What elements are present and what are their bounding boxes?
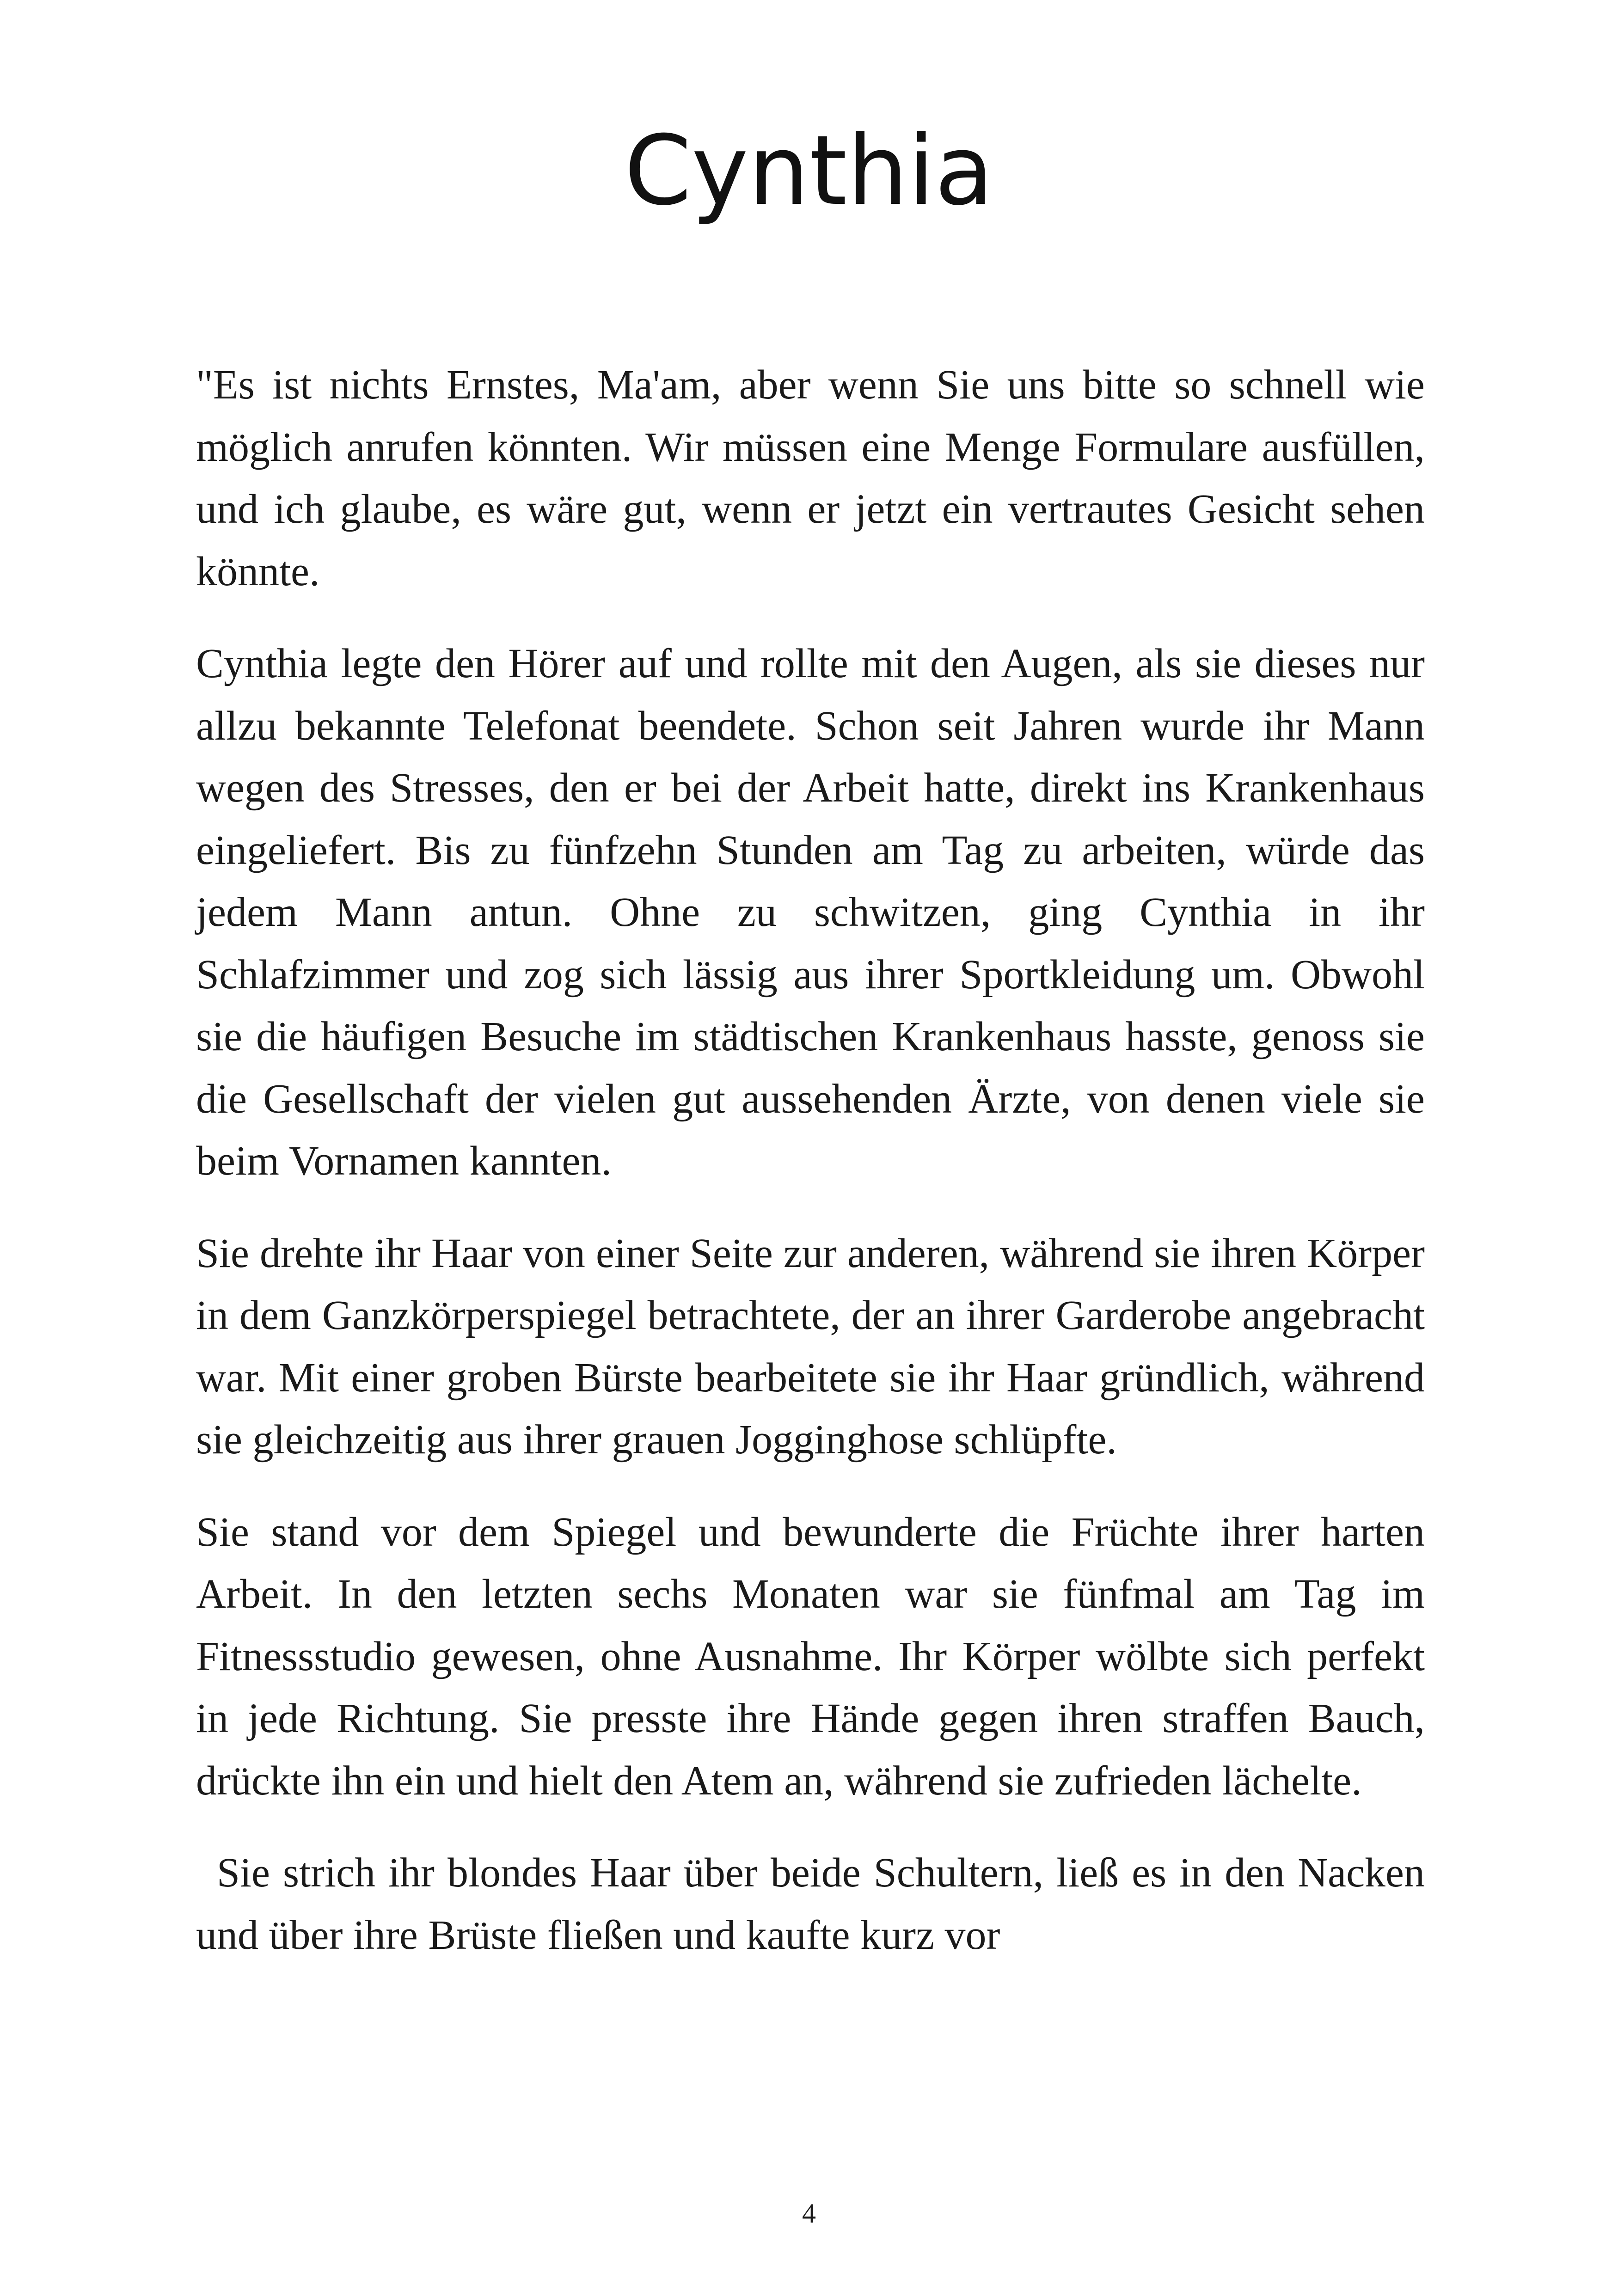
paragraph: Sie stand vor dem Spiegel und bewunderte die Früchte ihrer harten Arbeit. In den letzten sechs Monaten war sie fünfmal am Tag im Fitnessstudio gewesen, ohne Ausnahme. Ihr Körper wölbte sich perfekt in jede Richtung. Sie presste ihre Hände gegen ihren straffen Bauch, drückte ihn ein und hielt den Atem an, während sie zufrieden lächelte. (196, 1509, 1425, 1804)
chapter-title: Cynthia (624, 115, 994, 227)
paragraph: Cynthia legte den Hörer auf und rollte mit den Augen, als sie dieses nur allzu bekannte Telefonat beendete. Schon seit Jahren wurde ihr Mann wegen des Stresses, den er bei der Arbeit hatte, direkt ins Krankenhaus eingeliefert. Bis zu fünfzehn Stunden am Tag zu arbeiten, würde das jedem Mann antun. Ohne zu schwitzen, ging Cynthia in ihr Schlafzimmer und zog sich lässig aus ihrer Sportkleidung um. Obwohl sie die häufigen Besuche im städtischen Krankenhaus hasste, genoss sie die Gesellschaft der vielen gut aussehenden Ärzte, von denen viele sie beim Vornamen kannten. (196, 641, 1425, 1184)
page-number: 4 (802, 2198, 816, 2229)
paragraph: Sie drehte ihr Haar von einer Seite zur anderen, während sie ihren Körper in dem Ganzkörperspiegel betrachtete, der an ihrer Garderobe angebracht war. Mit einer groben Bürste bearbeitete sie ihr Haar gründlich, während sie gleichzeitig aus ihrer grauen Jogginghose schlüpfte. (196, 1230, 1425, 1463)
paragraph: "Es ist nichts Ernstes, Ma'am, aber wenn Sie uns bitte so schnell wie möglich anrufen könnten. Wir müssen eine Menge Formulare ausfüllen, und ich glaube, es wäre gut, wenn er jetzt ein vertrautes Gesicht sehen könnte. (196, 362, 1425, 594)
paragraph: Sie strich ihr blondes Haar über beide Schultern, ließ es in den Nacken und über ihre Brüste fließen und kaufte kurz vor (196, 1850, 1425, 1958)
body-text (196, 354, 1425, 1996)
